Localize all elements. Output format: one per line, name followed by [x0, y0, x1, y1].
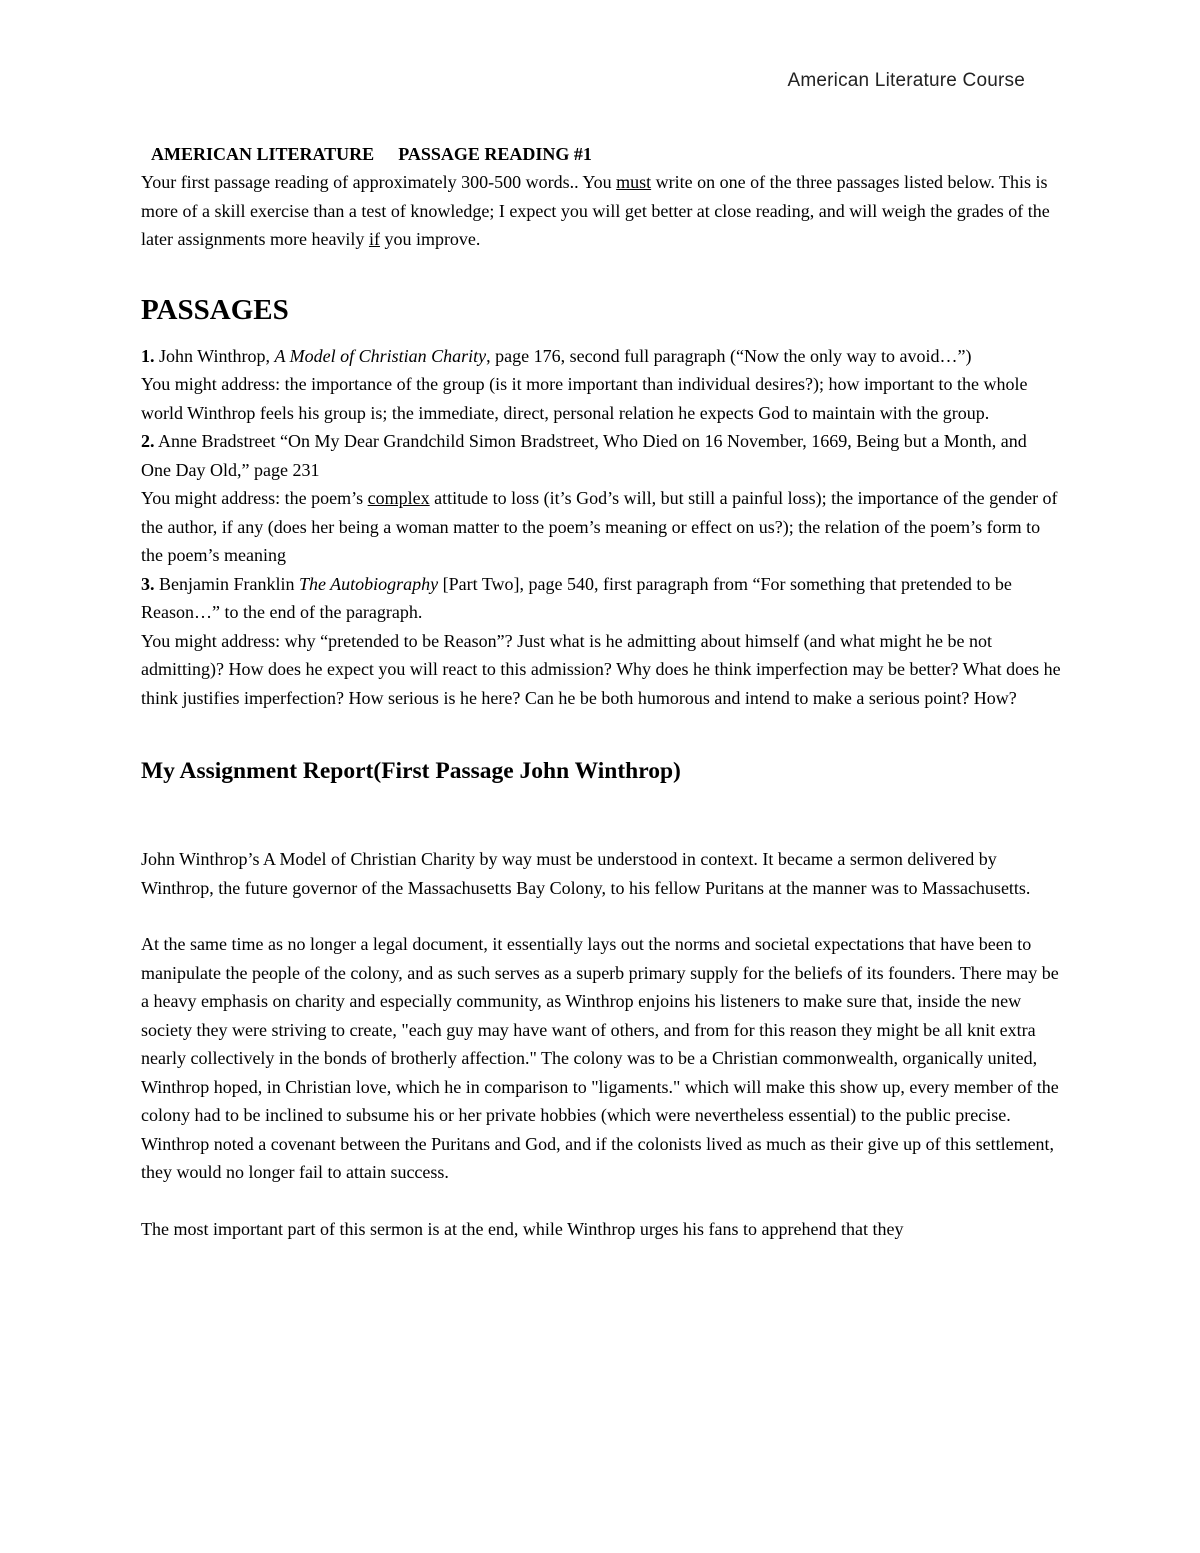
- title-course: AMERICAN LITERATURE: [151, 144, 375, 164]
- passage-3-prompt: You might address: why “pretended to be Reason”? Just what is he admitting about himself (and what might he be not admitting)? How does he expect you will react to this admission? Why does he think imperfection may be better? What does he think justifies imperfection? How serious is he here? Can he be both humorous and intend to make a serious point? How?: [141, 630, 1061, 708]
- passages-heading: PASSAGES: [141, 293, 289, 326]
- passage-number: 2.: [141, 431, 155, 451]
- title-assignment: PASSAGE READING #1: [398, 144, 592, 164]
- work-title: The Autobiography: [298, 573, 439, 594]
- passage-number: 1.: [141, 345, 155, 366]
- passage-3-citation: 3. Benjamin Franklin The Autobiography [Part Two], page 540, first paragraph from “For something that pretended to be Reason…” to the end of the paragraph.: [141, 573, 1012, 622]
- document-title: [151, 140, 1061, 168]
- running-header: American Literature Course: [787, 70, 1025, 91]
- work-title: A Model of Christian Charity: [274, 345, 487, 366]
- emphasis-if: if: [368, 229, 380, 249]
- report-paragraph: The most important part of this sermon is at the end, while Winthrop urges his fans to apprehend that they: [141, 1218, 904, 1239]
- passage-2-citation: 2. Anne Bradstreet “On My Dear Grandchild Simon Bradstreet, Who Died on 16 November, 1669, Being but a Month, and One Day Old,” page 231: [141, 431, 1027, 480]
- intro-paragraph: Your first passage reading of approximately 300-500 words.. You must write on one of the three passages listed below. This is more of a skill exercise than a test of knowledge; I expect you will get better at close reading, and will weigh the grades of the later assignments more heavily if you improve.: [141, 172, 1050, 249]
- passage-1-citation: 1. John Winthrop, A Model of Christian Charity, page 176, second full paragraph (“Now the only way to avoid…”): [141, 345, 972, 366]
- report-paragraph: At the same time as no longer a legal document, it essentially lays out the norms and societal expectations that have been to manipulate the people of the colony, and as such serves as a superb primary supply for the beliefs of its founders. There may be a heavy emphasis on charity and especially community, as Winthrop enjoins his listeners to make sure that, inside the new society they were striving to create, "each guy may have want of others, and from for this reason they might be all knit extra nearly collectively in the bonds of brotherly affection." The colony was to be a Christian commonwealth, organically united, Winthrop hoped, in Christian love, which he in comparison to "ligaments." which will make this show up, every member of the colony had to be inclined to subsume his or her private hobbies (which were nevertheless essential) to the public precise. Winthrop noted a covenant between the Puritans and God, and if the colonists lived as much as their give up of this settlement, they would no longer fail to attain success.: [141, 934, 1059, 1182]
- passage-1-prompt: You might address: the importance of the group (is it more important than individual desires?); how important to the whole world Winthrop feels his group is; the immediate, direct, personal relation he expects God to maintain with the group.: [141, 374, 1028, 423]
- report-paragraph: John Winthrop’s A Model of Christian Charity by way must be understood in context. It became a sermon delivered by Winthrop, the future governor of the Massachusetts Bay Colony, to his fellow Puritans at the manner was to Massachusetts.: [141, 849, 1031, 898]
- document-body: [141, 140, 1061, 1243]
- emphasis-complex: complex: [367, 488, 430, 508]
- report-heading: My Assignment Report(First Passage John Winthrop): [141, 758, 681, 784]
- report-body: [141, 845, 1061, 1243]
- passage-2-prompt: You might address: the poem’s complex attitude to loss (it’s God’s will, but still a painful loss); the importance of the gender of the author, if any (does her being a woman matter to the poem’s meaning or effect on us?); the relation of the poem’s form to the poem’s meaning: [141, 488, 1058, 565]
- emphasis-must: must: [616, 172, 652, 192]
- passage-number: 3.: [141, 573, 155, 594]
